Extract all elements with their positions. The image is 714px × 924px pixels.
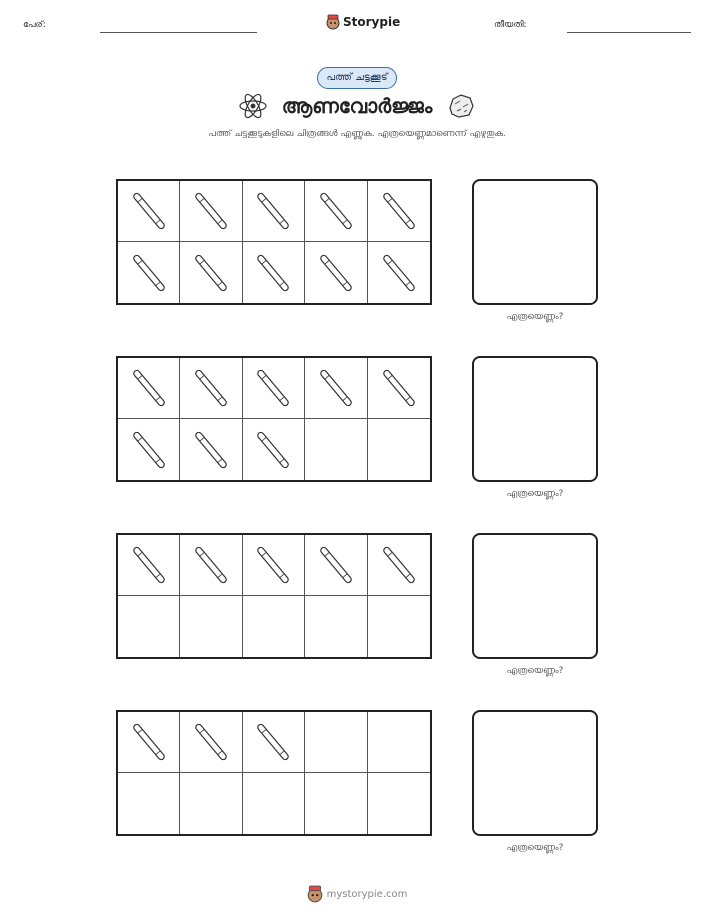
uranium-rock-icon <box>446 92 476 120</box>
fuel-rod-icon <box>253 249 293 297</box>
footer-url: mystorypie.com <box>326 888 408 900</box>
ten-frame-cell <box>243 419 305 480</box>
fuel-rod-icon <box>129 187 169 235</box>
ten-frame-cell <box>305 358 367 419</box>
name-line[interactable] <box>100 32 257 33</box>
fuel-rod-icon <box>316 249 356 297</box>
fuel-rod-icon <box>129 426 169 474</box>
ten-frame-cell <box>368 773 430 834</box>
pie-mascot-icon <box>326 14 340 30</box>
ten-frame-cell <box>180 419 242 480</box>
footer <box>307 885 408 903</box>
ten-frame-cell <box>180 358 242 419</box>
fuel-rod-icon <box>129 541 169 589</box>
ten-frame-cell <box>243 242 305 303</box>
ten-frame-cell <box>243 181 305 242</box>
ten-frame-cell <box>305 596 367 657</box>
ten-frame-cell <box>118 596 180 657</box>
ten-frame-cell <box>305 419 367 480</box>
atom-icon <box>238 92 268 120</box>
ten-frame-cell <box>118 712 180 773</box>
fuel-rod-icon <box>316 364 356 412</box>
ten-frame-cell <box>368 535 430 596</box>
ten-frame-cell <box>180 712 242 773</box>
ten-frame <box>116 179 432 305</box>
fuel-rod-icon <box>191 718 231 766</box>
date-line[interactable] <box>567 32 691 33</box>
ten-frame-cell <box>243 358 305 419</box>
answer-box[interactable] <box>472 179 598 305</box>
ten-frame-cell <box>305 773 367 834</box>
name-label: പേര്: <box>23 20 46 30</box>
page-title: ആണവോർജ്ജം <box>281 94 433 118</box>
fuel-rod-icon <box>191 249 231 297</box>
fuel-rod-icon <box>253 187 293 235</box>
worksheet-type-tag: പത്ത് ചട്ടക്കൂട് <box>317 67 396 89</box>
fuel-rod-icon <box>191 426 231 474</box>
fuel-rod-icon <box>379 249 419 297</box>
ten-frame-cell <box>368 358 430 419</box>
fuel-rod-icon <box>253 426 293 474</box>
ten-frame-cell <box>180 242 242 303</box>
ten-frame-cell <box>180 535 242 596</box>
ten-frame <box>116 710 432 836</box>
how-many-label: എത്രയെണ്ണം? <box>506 489 564 499</box>
ten-frame-cell <box>180 773 242 834</box>
ten-frame <box>116 533 432 659</box>
ten-frame-cell <box>180 181 242 242</box>
answer-box[interactable] <box>472 356 598 482</box>
ten-frame-cell <box>305 535 367 596</box>
ten-frame-cell <box>180 596 242 657</box>
pie-mascot-icon <box>307 885 323 903</box>
ten-frame-cell <box>368 419 430 480</box>
how-many-label: എത്രയെണ്ണം? <box>506 666 564 676</box>
ten-frame-cell <box>243 535 305 596</box>
ten-frame-cell <box>368 181 430 242</box>
ten-frame-cell <box>118 773 180 834</box>
fuel-rod-icon <box>191 364 231 412</box>
ten-frame-cell <box>368 242 430 303</box>
instructions: പത്ത് ചട്ടക്കൂടുകളിലെ ചിത്രങ്ങൾ എണ്ണുക. എത്രയെണ്ണമാണെന്ന് എഴുതുക. <box>208 129 506 139</box>
fuel-rod-icon <box>129 249 169 297</box>
ten-frame-cell <box>368 712 430 773</box>
fuel-rod-icon <box>129 364 169 412</box>
fuel-rod-icon <box>253 364 293 412</box>
fuel-rod-icon <box>253 541 293 589</box>
ten-frame-cell <box>118 181 180 242</box>
date-label: തീയതി: <box>494 20 527 30</box>
brand-name: Storypie <box>343 15 401 29</box>
fuel-rod-icon <box>129 718 169 766</box>
ten-frame-cell <box>118 535 180 596</box>
fuel-rod-icon <box>379 541 419 589</box>
fuel-rod-icon <box>316 187 356 235</box>
ten-frame-cell <box>243 773 305 834</box>
fuel-rod-icon <box>316 541 356 589</box>
how-many-label: എത്രയെണ്ണം? <box>506 843 564 853</box>
ten-frame-cell <box>368 596 430 657</box>
ten-frame-cell <box>305 181 367 242</box>
ten-frame <box>116 356 432 482</box>
ten-frame-cell <box>118 358 180 419</box>
fuel-rod-icon <box>379 364 419 412</box>
ten-frame-cell <box>118 242 180 303</box>
ten-frame-cell <box>243 712 305 773</box>
answer-box[interactable] <box>472 710 598 836</box>
answer-box[interactable] <box>472 533 598 659</box>
brand-logo <box>326 14 400 30</box>
fuel-rod-icon <box>379 187 419 235</box>
how-many-label: എത്രയെണ്ണം? <box>506 312 564 322</box>
ten-frame-cell <box>118 419 180 480</box>
ten-frame-cell <box>243 596 305 657</box>
ten-frame-cell <box>305 712 367 773</box>
fuel-rod-icon <box>191 187 231 235</box>
fuel-rod-icon <box>253 718 293 766</box>
ten-frame-cell <box>305 242 367 303</box>
fuel-rod-icon <box>191 541 231 589</box>
